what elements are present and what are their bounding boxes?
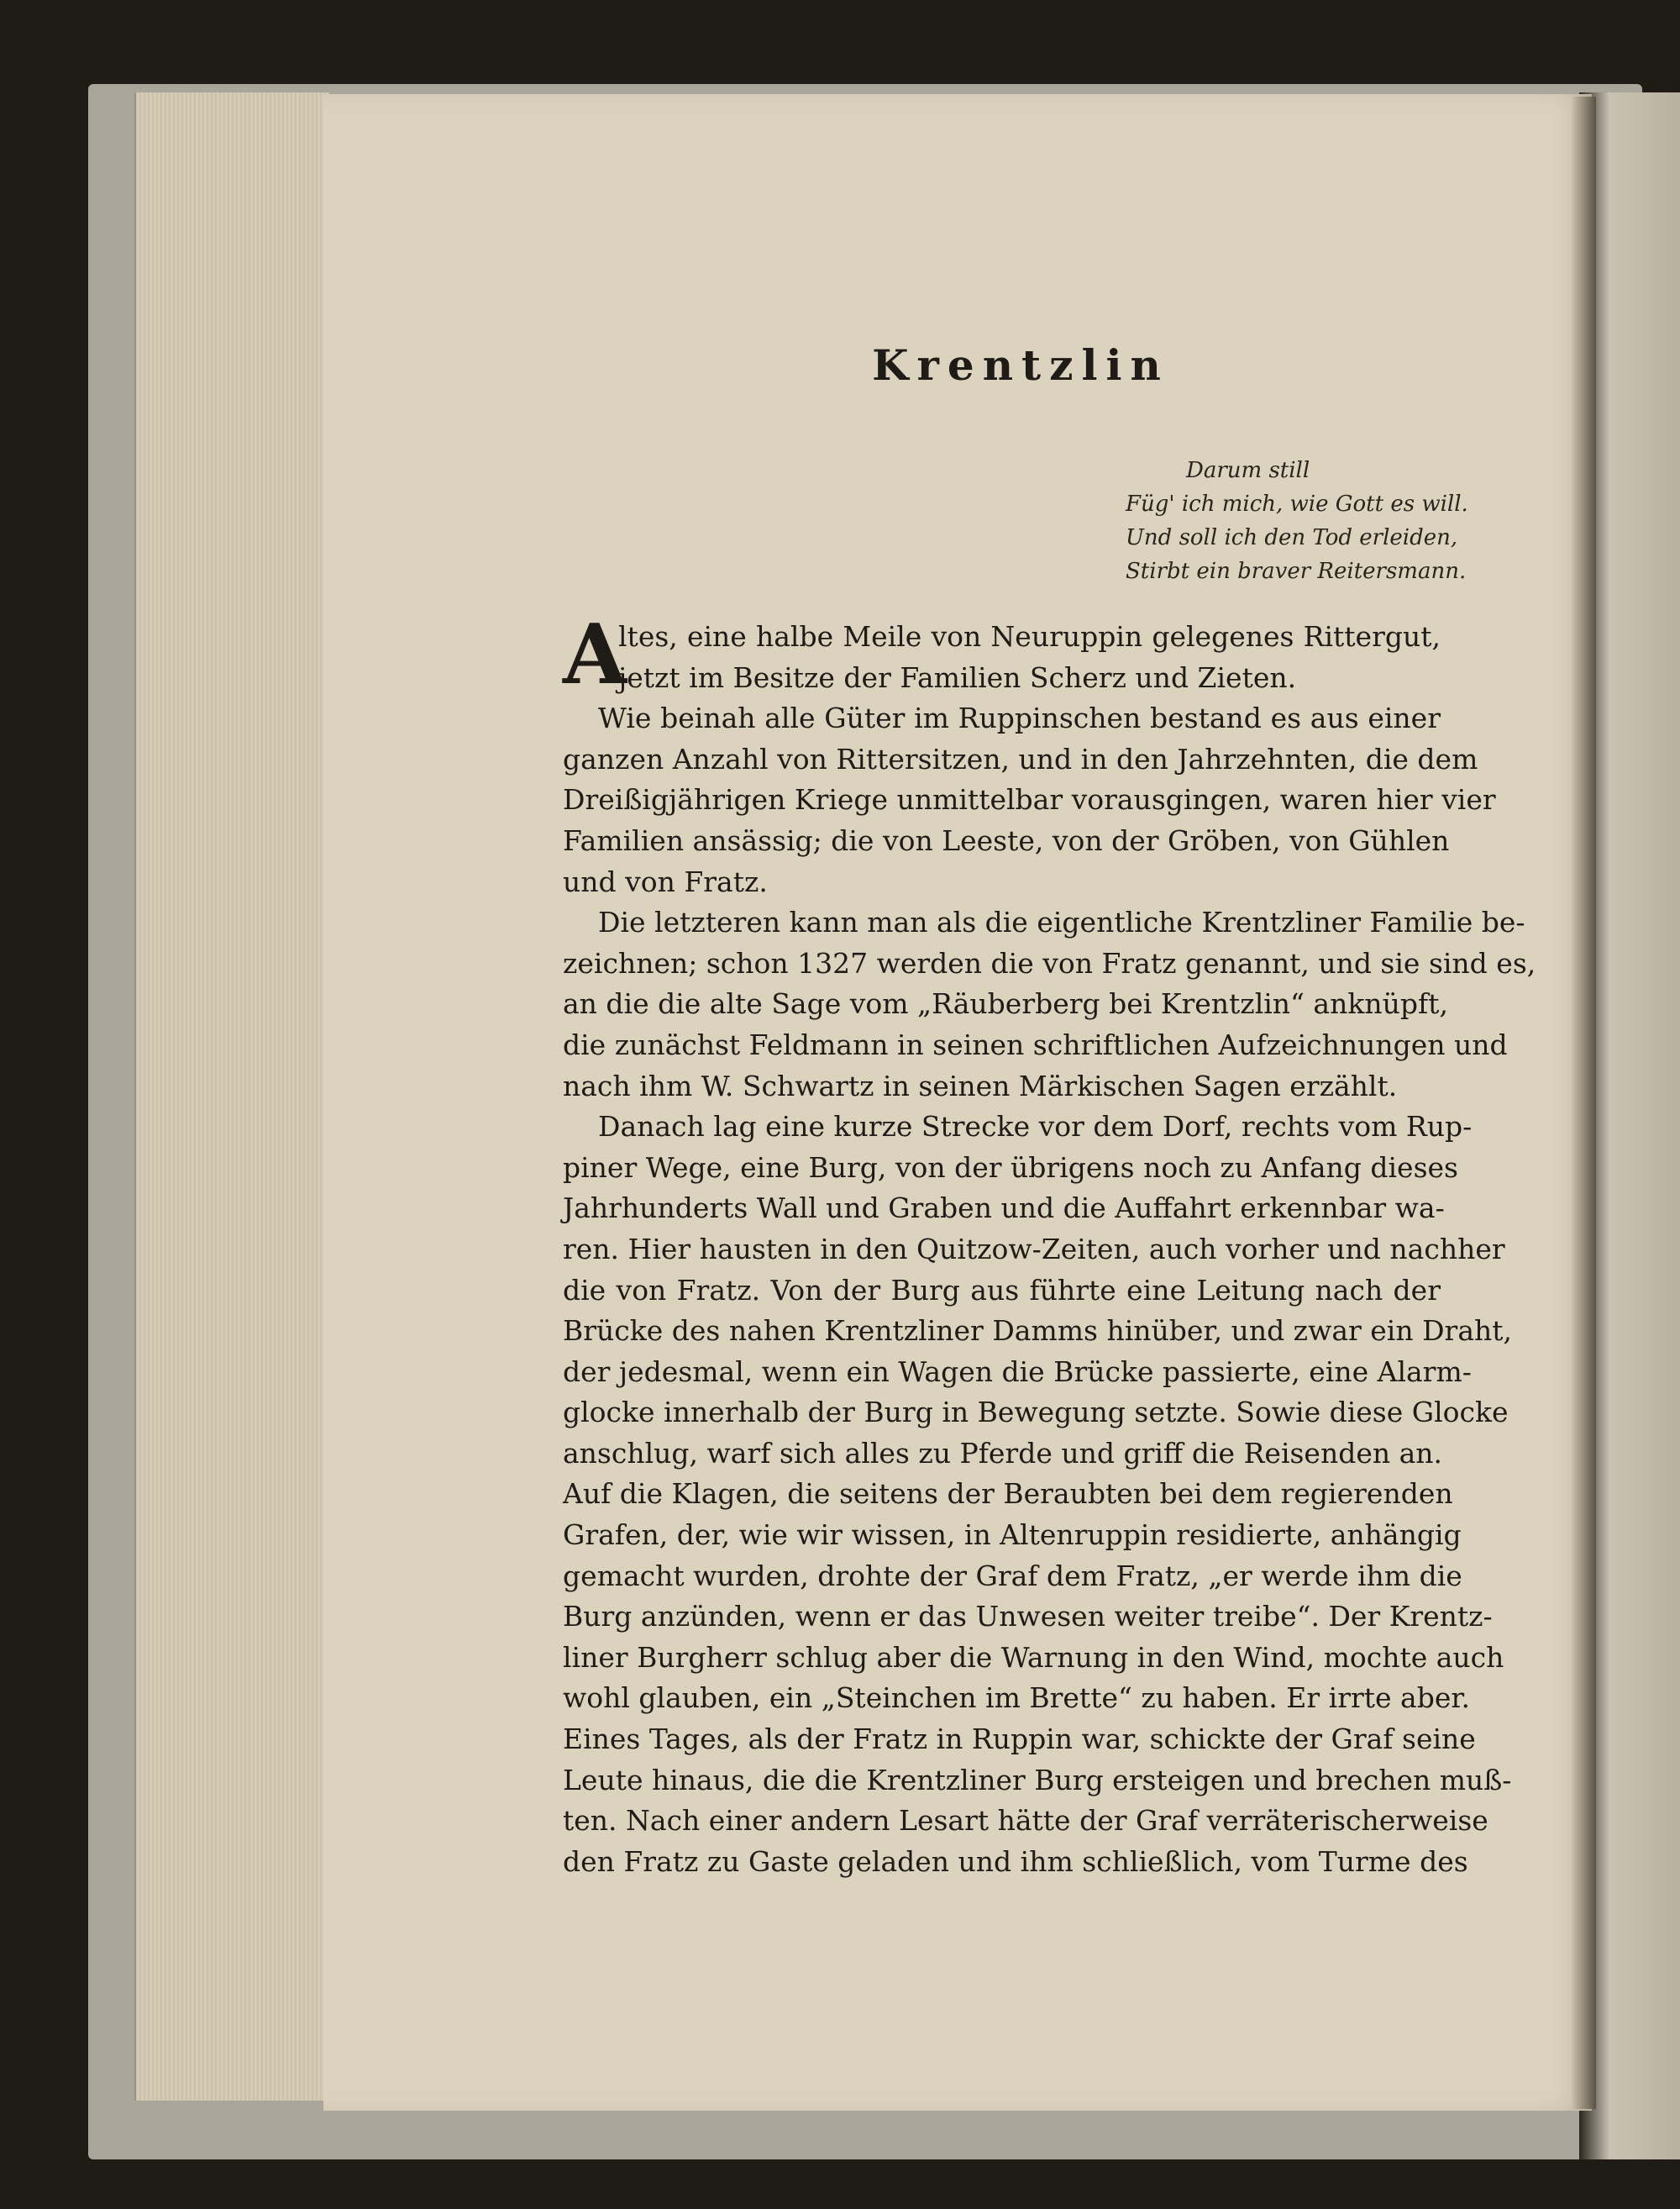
text-line: den Fratz zu Gaste geladen und ihm schließlich, vom Turme des (563, 1844, 1468, 1878)
motto-line: Füg' ich mich, wie Gott es will. (1126, 492, 1468, 517)
motto-line: Stirbt ein braver Reitersmann. (1126, 559, 1467, 584)
drop-capital: A (563, 607, 627, 703)
text-line: ganzen Anzahl von Rittersitzen, und in den Jahrzehnten, die dem (563, 742, 1478, 776)
text-line: Eines Tages, als der Fratz in Ruppin war, schickte der Graf seine (563, 1722, 1476, 1756)
motto-line: Und soll ich den Tod erleiden, (1126, 525, 1458, 550)
text-line: Familien ansässig; die von Leeste, von der Gröben, von Gühlen (563, 823, 1450, 857)
text-line: zeichnen; schon 1327 werden die von Fratz genannt, und sie sind es, (563, 946, 1536, 980)
text-line: anschlug, warf sich alles zu Pferde und griff die Reisenden an. (563, 1436, 1443, 1470)
text-line: an die die alte Sage vom „Räuberberg bei Krentzlin“ anknüpft, (563, 987, 1448, 1021)
chapter-title: Krentzlin (872, 340, 1169, 390)
text-line: Grafen, der, wie wir wissen, in Altenruppin residierte, anhängig (563, 1518, 1462, 1552)
text-line: Leute hinaus, die die Krentzliner Burg ersteigen und brechen muß- (563, 1763, 1512, 1796)
text-line: nach ihm W. Schwartz in seinen Märkischen Sagen erzählt. (563, 1069, 1398, 1102)
text-line: Jahrhunderts Wall und Graben und die Auffahrt erkennbar wa- (563, 1191, 1445, 1225)
text-line: ren. Hier hausten in den Quitzow-Zeiten, auch vorher und nachher (563, 1232, 1505, 1265)
text-line: ltes, eine halbe Meile von Neuruppin gelegenes Rittergut, (618, 620, 1441, 653)
text-line: Danach lag eine kurze Strecke vor dem Dorf, rechts vom Rup- (598, 1110, 1473, 1144)
text-line: ten. Nach einer andern Lesart hätte der Graf verräterischerweise (563, 1804, 1488, 1838)
text-line: piner Wege, eine Burg, von der übrigens noch zu Anfang dieses (563, 1150, 1458, 1184)
text-line: und von Fratz. (563, 865, 768, 898)
page-stack-edge (134, 92, 329, 2101)
text-line: jetzt im Besitze der Familien Scherz und Zieten. (618, 660, 1297, 694)
text-line: der jedesmal, wenn ein Wagen die Brücke passierte, eine Alarm- (563, 1354, 1472, 1388)
motto-line: Darum still (1186, 458, 1310, 483)
text-line: gemacht wurden, drohte der Graf dem Fratz, „er werde ihm die (563, 1559, 1462, 1592)
motto-verse (1126, 454, 1468, 588)
text-line: die zunächst Feldmann in seinen schriftlichen Aufzeichnungen und (563, 1028, 1508, 1061)
body-text (563, 617, 1536, 1882)
text-line: die von Fratz. Von der Burg aus führte eine Leitung nach der (563, 1273, 1441, 1307)
text-line: glocke innerhalb der Burg in Bewegung setzte. Sowie diese Glocke (563, 1396, 1509, 1429)
text-line: wohl glauben, ein „Steinchen im Brette“ zu haben. Er irrte aber. (563, 1681, 1470, 1715)
text-line: Burg anzünden, wenn er das Unwesen weiter treibe“. Der Krentz- (563, 1600, 1493, 1633)
text-line: Wie beinah alle Güter im Ruppinschen bestand es aus einer (598, 702, 1441, 735)
page-gutter (1571, 97, 1596, 2109)
text-line: Dreißigjährigen Kriege unmittelbar vorausgingen, waren hier vier (563, 783, 1496, 817)
text-line: Die letzteren kann man als die eigentliche Krentzliner Familie be- (598, 906, 1525, 939)
text-line: liner Burgherr schlug aber die Warnung in den Wind, mochte auch (563, 1640, 1504, 1674)
text-line: Brücke des nahen Krentzliner Damms hinüber, und zwar ein Draht, (563, 1314, 1512, 1348)
text-line: Auf die Klagen, die seitens der Beraubten bei dem regierenden (563, 1477, 1453, 1511)
